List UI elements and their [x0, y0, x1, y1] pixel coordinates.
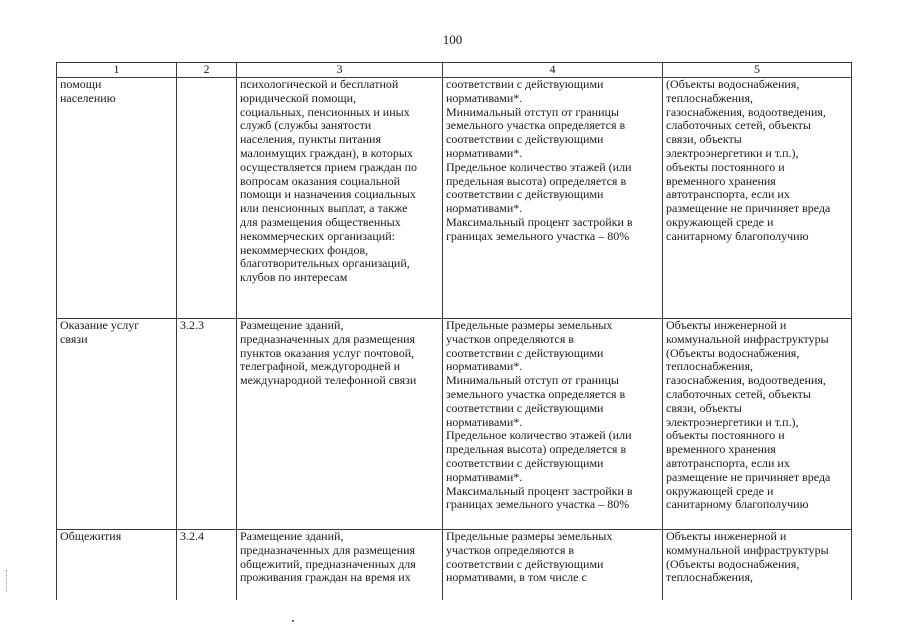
header-col-5: 5	[663, 63, 852, 78]
cell-text: Объекты инженерной и коммунальной инфраструктуры (Объекты водоснабжения, теплоснабжения, газоснабжения, водоотведения, слаботочных сетей, объекты связи, объекты электроэнергетики и т.п.), объекты постоянного и временного хранения автотранспорта, если их размещение не причиняет вреда окружающей среде и санитарному благополучию	[666, 318, 831, 512]
cell-text: Предельные размеры земельных участков определяются в соответствии с действующими нормативами, в том числе с	[446, 529, 613, 585]
table-header-row	[57, 63, 852, 78]
header-col-1: 1	[57, 63, 177, 78]
header-col-3: 3	[237, 63, 443, 78]
zoning-table	[56, 62, 852, 600]
cell-text: Оказание услуг связи	[60, 318, 140, 346]
page-number: 100	[442, 32, 463, 47]
cell-auxiliary-uses	[663, 78, 852, 319]
scan-margin-mark	[6, 570, 8, 592]
cell-text: (Объекты водоснабжения, теплоснабжения, газоснабжения, водоотведения, слаботочных сетей, объекты связи, объекты электроэнергетики и т.п.), объекты постоянного и временного хранения автотранспорта, если их размещение не причиняет вреда окружающей среде и санитарному благополучию	[666, 77, 831, 243]
cell-text: Размещение зданий, предназначенных для размещения пунктов оказания услуг почтовой, телеграфной, междугородней и международной телефонной связи	[240, 318, 417, 388]
cell-text: психологической и бесплатной юридической помощи, социальных, пенсионных и иных служб (службы занятости населения, пункты питания малоимущих граждан), в которых осуществляется прием граждан по вопросам оказания социальной помощи и назначения социальных или пенсионных выплат, а также для размещения общественных некоммерческих организаций: некоммерческих фондов, благотворительных организаций, клубов по интересам	[240, 77, 418, 285]
cell-text: Размещение зданий, предназначенных для размещения общежитий, предназначенных для проживания граждан на время их	[240, 529, 416, 585]
table-row	[57, 530, 852, 601]
cell-description	[237, 319, 443, 530]
cell-parameters	[443, 530, 663, 601]
cell-parameters	[443, 78, 663, 319]
cell-auxiliary-uses	[663, 530, 852, 601]
cell-use-name	[57, 530, 177, 601]
cell-parameters	[443, 319, 663, 530]
cell-text: 3.2.4	[180, 529, 204, 543]
scan-speck	[292, 620, 294, 622]
cell-description	[237, 530, 443, 601]
cell-code	[177, 319, 237, 530]
cell-use-name	[57, 319, 177, 530]
cell-description	[237, 78, 443, 319]
cell-code	[177, 78, 237, 319]
header-col-4: 4	[443, 63, 663, 78]
cell-code	[177, 530, 237, 601]
cell-use-name	[57, 78, 177, 319]
cell-text: Объекты инженерной и коммунальной инфраструктуры (Объекты водоснабжения, теплоснабжения,	[666, 529, 829, 585]
header-col-2: 2	[177, 63, 237, 78]
cell-text: соответствии с действующими нормативами*. Минимальный отступ от границы земельного участка определяется в соответствии с действующими нормативами*. Предельное количество этажей (или предельная высота) определяется в соответствии с действующими нормативами*. Максимальный процент застройки в границах земельного участка – 80%	[446, 77, 633, 243]
table-row	[57, 319, 852, 530]
cell-auxiliary-uses	[663, 319, 852, 530]
cell-text: Общежития	[60, 529, 122, 543]
cell-text: 3.2.3	[180, 318, 204, 332]
table-row	[57, 78, 852, 319]
cell-text: Предельные размеры земельных участков определяются в соответствии с действующими нормативами*. Минимальный отступ от границы земельного участка определяется в соответствии с действующими нормативами*. Предельное количество этажей (или предельная высота) определяется в соответствии с действующими нормативами*. Максимальный процент застройки в границах земельного участка – 80%	[446, 318, 633, 512]
cell-text: помощи населению	[60, 77, 116, 105]
